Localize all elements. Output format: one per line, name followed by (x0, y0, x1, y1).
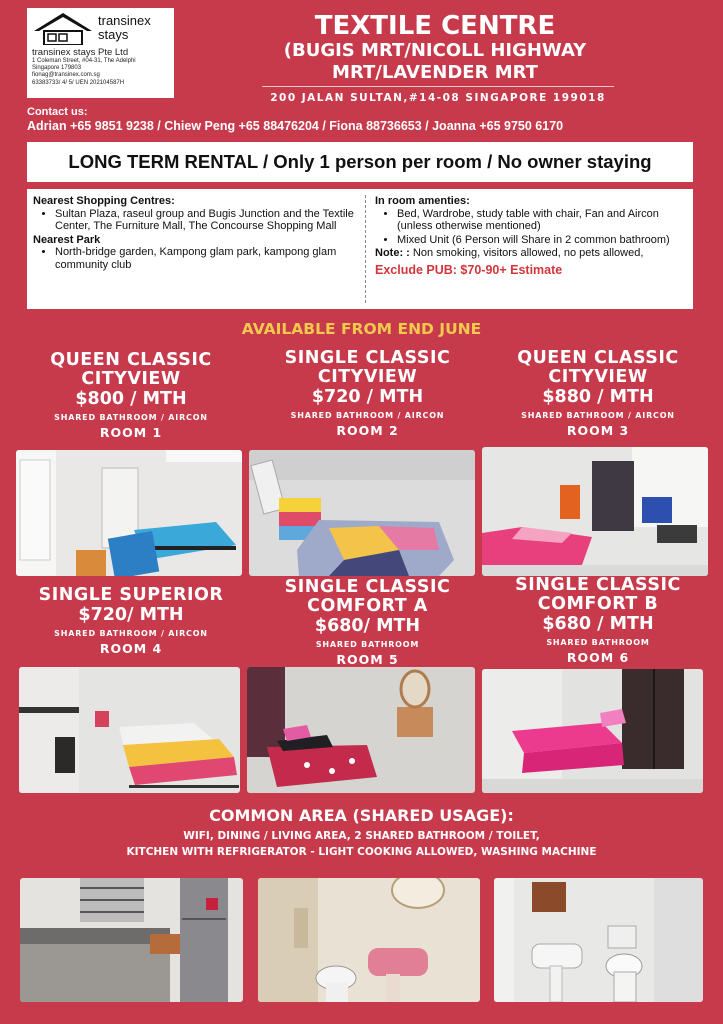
room-features: SHARED BATHROOM / AIRCON (290, 411, 445, 420)
room-features: SHARED BATHROOM / AIRCON (54, 629, 208, 638)
amenities-heading: In room amenties: (375, 195, 470, 207)
title-line-1: TEXTILE CENTRE (314, 11, 556, 41)
room-5-photo (247, 667, 475, 793)
park-heading: Nearest Park (33, 233, 101, 246)
room-number: ROOM 4 (99, 641, 163, 656)
amenity-item: • Bed, Wardrobe, study table with chair, Fan and Aircon (unless otherwise mentioned) (397, 208, 685, 233)
room-number: ROOM 3 (566, 423, 630, 438)
kitchen-photo (20, 878, 243, 1002)
room-1-photo (16, 450, 242, 576)
room-features: SHARED BATHROOM / AIRCON (521, 411, 675, 420)
info-divider (365, 195, 366, 303)
logo-address-1: 1 Coleman Street, #04-31, The Adelphi (32, 58, 136, 64)
room-price: $720 / MTH (311, 387, 424, 407)
room-card-5 (250, 578, 485, 667)
room-name-line-1: SINGLE CLASSIC (515, 575, 681, 595)
room-name-line-2: COMFORT A (307, 596, 428, 616)
bathroom-1-photo (258, 878, 480, 1002)
amenity-item: • Mixed Unit (6 Person will Share in 2 common bathroom) (397, 234, 685, 247)
room-number: ROOM 5 (336, 652, 399, 667)
page-title (250, 12, 620, 84)
title-line-2: (BUGIS MRT/NICOLL HIGHWAY (283, 40, 587, 61)
room-name-line-1: SINGLE SUPERIOR (38, 585, 224, 605)
room-card-3 (480, 349, 716, 438)
pub-estimate: Exclude PUB: $70-90+ Estimate (375, 262, 563, 277)
room-3-photo (482, 447, 708, 576)
room-number: ROOM 1 (99, 425, 163, 440)
common-area-title: COMMON AREA (SHARED USAGE): (209, 806, 514, 825)
bathroom-2-photo (494, 878, 703, 1002)
common-area-line-1: WIFI, DINING / LIVING AREA, 2 SHARED BATHROOM / TOILET, (183, 830, 540, 842)
room-price: $720/ MTH (78, 605, 184, 625)
logo-brand-line2: stays (98, 27, 129, 42)
park-item: • North-bridge garden, Kampong glam park, kampong glam community club (55, 246, 363, 271)
company-logo (27, 8, 174, 98)
room-name-line-1: QUEEN CLASSIC (517, 348, 679, 368)
room-name-line-2: CITYVIEW (81, 369, 181, 389)
room-card-1 (15, 351, 247, 440)
room-card-6 (480, 576, 716, 665)
room-name-line-2: CITYVIEW (548, 367, 648, 387)
room-price: $800 / MTH (75, 389, 187, 409)
room-card-4 (15, 586, 247, 656)
room-6-photo (482, 669, 703, 793)
note (375, 247, 685, 260)
room-name-line-2: COMFORT B (537, 594, 659, 614)
logo-company: transinex stays Pte Ltd (32, 47, 129, 58)
info-box (27, 189, 693, 309)
house-logo-icon (32, 11, 94, 45)
room-features: SHARED BATHROOM (315, 640, 420, 649)
room-number: ROOM 2 (336, 423, 399, 438)
shopping-item: • Sultan Plaza, raseul group and Bugis Junction and the Textile Center, The Furniture Mall, The Concourse Shopping Mall (55, 208, 363, 233)
room-name-line-2: CITYVIEW (317, 367, 418, 387)
room-2-photo (249, 450, 475, 576)
logo-brand-line1: transinex (98, 13, 151, 28)
availability-heading: AVAILABLE FROM END JUNE (241, 320, 482, 338)
note-text: Non smoking, visitors allowed, no pets allowed, (412, 247, 644, 259)
property-address: 200 JALAN SULTAN,#14-08 SINGAPORE 199018 (270, 92, 606, 104)
room-card-2 (250, 349, 485, 438)
common-area-line-2: KITCHEN WITH REFRIGERATOR - LIGHT COOKING ALLOWED, WASHING MACHINE (126, 846, 597, 858)
room-features: SHARED BATHROOM (546, 638, 650, 647)
room-price: $680 / MTH (542, 614, 654, 634)
title-line-3: MRT/LAVENDER MRT (332, 62, 538, 83)
note-label: Note: : (375, 247, 410, 259)
room-name-line-1: QUEEN CLASSIC (50, 350, 212, 370)
room-price: $680/ MTH (314, 616, 421, 636)
contact-label: Contact us: (27, 106, 88, 118)
room-name-line-1: SINGLE CLASSIC (284, 348, 451, 368)
contact-numbers: Adrian +65 9851 9238 / Chiew Peng +65 88476204 / Fiona 88736653 / Joanna +65 9750 6170 (27, 119, 564, 133)
logo-address-2: Singapore 179803 (32, 65, 82, 72)
rental-banner: LONG TERM RENTAL / Only 1 person per room / No owner staying (27, 142, 693, 182)
logo-phone-uen: 63383733/ 4/ 5/ UEN 202104587H (32, 79, 125, 86)
amenities-info (375, 195, 685, 276)
shopping-heading: Nearest Shopping Centres: (33, 195, 175, 207)
room-4-photo (19, 667, 240, 793)
room-number: ROOM 6 (566, 650, 630, 665)
title-divider (262, 86, 614, 87)
room-price: $880 / MTH (542, 387, 654, 407)
room-features: SHARED BATHROOM / AIRCON (54, 413, 208, 422)
location-info (33, 195, 363, 272)
room-name-line-1: SINGLE CLASSIC (284, 577, 451, 597)
logo-email: fionag@transinex.com.sg (32, 72, 100, 79)
